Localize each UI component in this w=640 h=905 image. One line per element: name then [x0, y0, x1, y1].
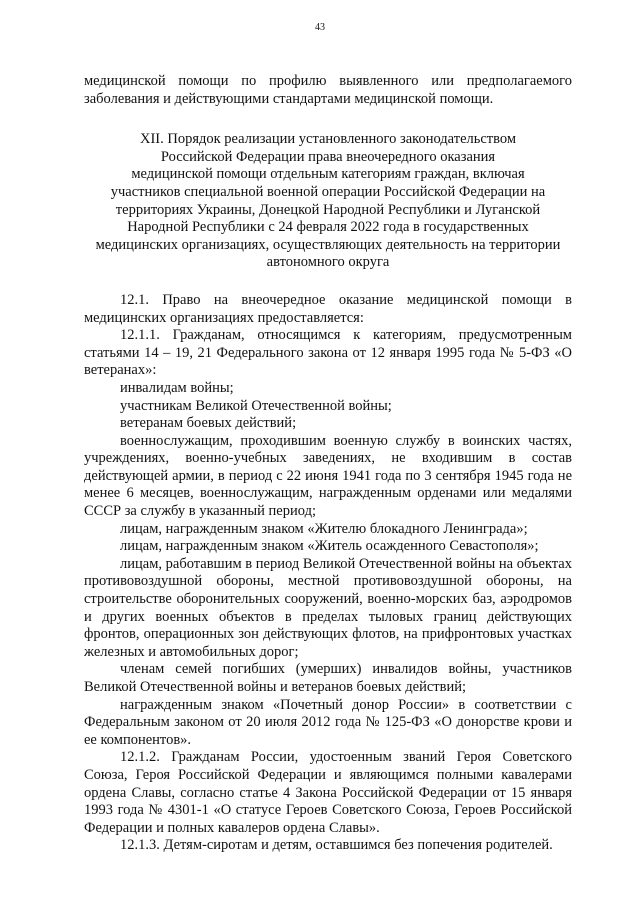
- page-number: 43: [315, 22, 325, 33]
- intro-paragraph: медицинской помощи по профилю выявленного или предполагаемого заболевания и действующими стандартами медицинской помощи.: [84, 73, 572, 107]
- list-item: лицам, награжденным знаком «Житель осажденного Севастополя»;: [120, 538, 539, 555]
- section-heading-line: XII. Порядок реализации установленного законодательством: [139, 131, 517, 148]
- section-heading-line: участников специальной военной операции Российской Федерации на: [110, 183, 546, 200]
- paragraph-12-1-2: 12.1.2. Гражданам России, удостоенным званий Героя Советского Союза, Героя Российской Федерации и являющимся полными кавалерами ордена Славы, согласно статье 4 Закона Российской Федерации от 15 января 1993 года № 4301-1 «О статусе Героев Советского Союза, Героев Российской Федерации и полных кавалеров ордена Славы».: [84, 749, 572, 836]
- list-item: награжденным знаком «Почетный донор России» в соответствии с Федеральным законом от 20 июля 2012 года № 125-ФЗ «О донорстве крови и ее компонентов».: [84, 696, 572, 748]
- list-item: участникам Великой Отечественной войны;: [120, 397, 392, 414]
- section-heading-line: медицинской помощи отдельным категориям граждан, включая: [131, 166, 525, 183]
- document-body: [84, 73, 572, 855]
- section-heading-line: медицинских организациях, осуществляющих деятельность на территории: [95, 236, 561, 253]
- section-heading: [84, 131, 572, 272]
- list-item: лицам, работавшим в период Великой Отечественной войны на объектах противовоздушной обороны, местной противовоздушной обороны, на строительстве оборонительных сооружений, военно-морских баз, аэродромов и других военных объектов в пределах тыловых границ действующих фронтов, операционных зон действующих флотов, на прифронтовых участках железных и автомобильных дорог;: [84, 555, 572, 660]
- list-item: ветеранам боевых действий;: [120, 415, 297, 432]
- list-item: военнослужащим, проходившим военную службу в воинских частях, учреждениях, военно-учебных заведениях, не входившим в состав действующей армии, в период с 22 июня 1941 года по 3 сентября 1945 года не менее 6 месяцев, военнослужащим, награжденным орденами или медалями СССР за службу в указанный период;: [84, 432, 572, 520]
- section-heading-line: Российской Федерации права внеочередного оказания: [160, 148, 496, 165]
- list-item: лицам, награжденным знаком «Жителю блокадного Ленинграда»;: [120, 520, 528, 537]
- section-heading-line: автономного округа: [266, 254, 390, 271]
- list-item: членам семей погибших (умерших) инвалидов войны, участников Великой Отечественной войны и ветеранов боевых действий;: [84, 661, 572, 695]
- paragraph-12-1-3: 12.1.3. Детям-сиротам и детям, оставшимся без попечения родителей.: [120, 837, 553, 854]
- section-heading-line: территориях Украины, Донецкой Народной Республики и Луганской: [115, 201, 541, 218]
- paragraph-12-1-1: 12.1.1. Гражданам, относящимся к категориям, предусмотренным статьями 14 – 19, 21 Федерального закона от 12 января 1995 года № 5-ФЗ «О ветеранах»:: [84, 327, 572, 379]
- paragraph-12-1: 12.1. Право на внеочередное оказание медицинской помощи в медицинских организациях предоставляется:: [84, 291, 572, 326]
- section-heading-line: Народной Республики с 24 февраля 2022 года в государственных: [127, 219, 529, 236]
- list-item: инвалидам войны;: [120, 379, 234, 396]
